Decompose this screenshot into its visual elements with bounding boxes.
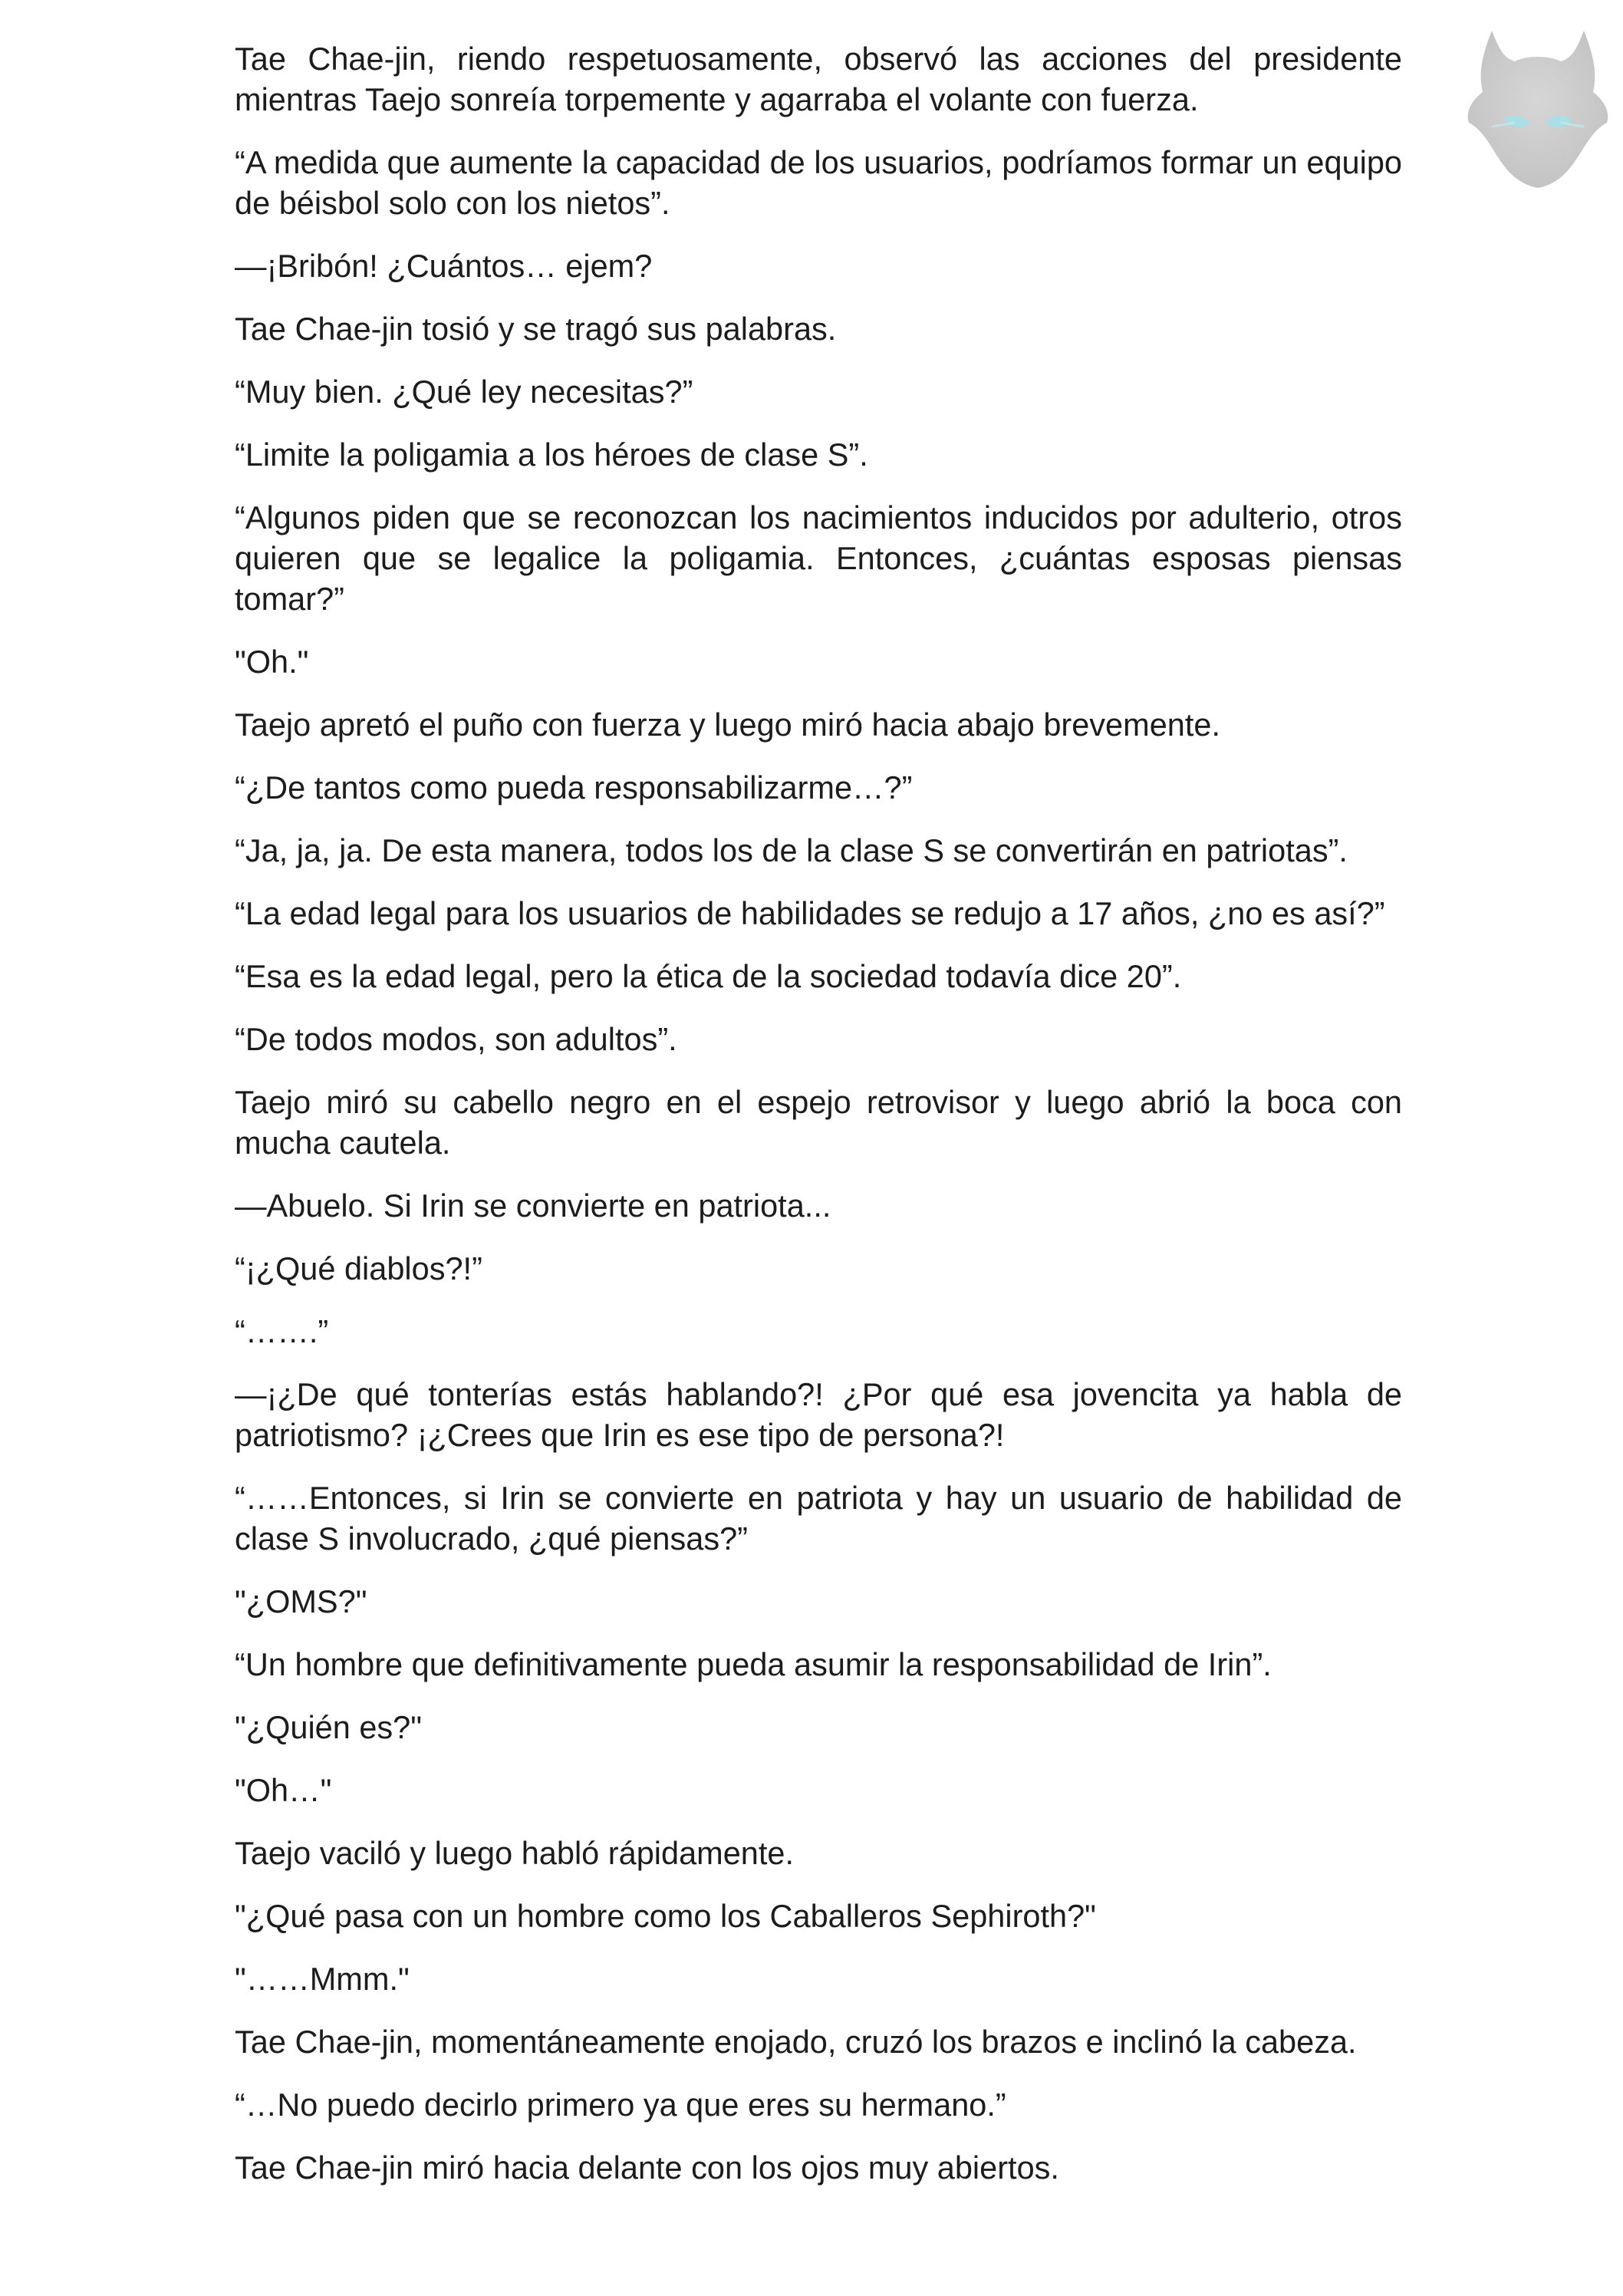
paragraph: "¿Quién es?" <box>235 1709 422 1745</box>
paragraph: “La edad legal para los usuarios de habilidades se redujo a 17 años, ¿no es así?” <box>235 895 1385 931</box>
paragraph: —¡Bribón! ¿Cuántos… ejem? <box>235 248 653 284</box>
paragraph: “¡¿Qué diablos?!” <box>235 1250 482 1286</box>
paragraph: Tae Chae-jin, momentáneamente enojado, cruzó los brazos e inclinó la cabeza. <box>235 2024 1357 2060</box>
paragraph: —Abuelo. Si Irin se convierte en patriota... <box>235 1188 831 1224</box>
paragraph: Tae Chae-jin, riendo respetuosamente, observó las acciones del presidente mientras Taejo sonreía torpemente y agarraba el volante con fuerza. <box>235 41 1402 117</box>
paragraph: Taejo apretó el puño con fuerza y luego miró hacia abajo brevemente. <box>235 707 1221 743</box>
paragraph: “Muy bien. ¿Qué ley necesitas?” <box>235 374 693 410</box>
paragraph: "¿Qué pasa con un hombre como los Caballeros Sephiroth?" <box>235 1898 1096 1934</box>
paragraph: Tae Chae-jin tosió y se tragó sus palabras. <box>235 311 837 347</box>
paragraph: “Algunos piden que se reconozcan los nacimientos inducidos por adulterio, otros quieren que se legalice la poligamia. Entonces, ¿cuántas esposas piensas tomar?” <box>235 499 1402 617</box>
paragraph: Tae Chae-jin miró hacia delante con los ojos muy abiertos. <box>235 2149 1059 2186</box>
paragraph: —¡¿De qué tonterías estás hablando?! ¿Por qué esa jovencita ya habla de patriotismo? ¡¿Crees que Irin es ese tipo de persona?! <box>235 1376 1402 1453</box>
paragraph: Taejo miró su cabello negro en el espejo retrovisor y luego abrió la boca con mucha cautela. <box>235 1084 1402 1161</box>
paragraph: "¿OMS?" <box>235 1583 367 1619</box>
paragraph: "Oh…" <box>235 1772 332 1808</box>
paragraph: “Esa es la edad legal, pero la ética de la sociedad todavía dice 20”. <box>235 958 1182 994</box>
paragraph: “De todos modos, son adultos”. <box>235 1021 677 1057</box>
paragraph: “Un hombre que definitivamente pueda asumir la responsabilidad de Irin”. <box>235 1646 1272 1682</box>
paragraph: "Oh." <box>235 644 309 680</box>
paragraph: “¿De tantos como pueda responsabilizarme…?” <box>235 769 913 805</box>
paragraph: "……Mmm." <box>235 1961 410 1997</box>
demon-head-shape <box>1468 31 1608 188</box>
paragraph: “A medida que aumente la capacidad de los usuarios, podríamos formar un equipo de béisbol solo con los nietos”. <box>235 144 1402 221</box>
document-page <box>235 38 1402 2210</box>
paragraph: “…….” <box>235 1313 329 1349</box>
paragraph: “…No puedo decirlo primero ya que eres su hermano.” <box>235 2087 1006 2123</box>
paragraph: “Ja, ja, ja. De esta manera, todos los de la clase S se convertirán en patriotas”. <box>235 832 1348 868</box>
demon-head-logo-icon <box>1461 15 1615 192</box>
paragraph: “……Entonces, si Irin se convierte en patriota y hay un usuario de habilidad de clase S involucrado, ¿qué piensas?” <box>235 1480 1402 1556</box>
paragraph: “Limite la poligamia a los héroes de clase S”. <box>235 436 868 473</box>
paragraph: Taejo vaciló y luego habló rápidamente. <box>235 1835 795 1871</box>
